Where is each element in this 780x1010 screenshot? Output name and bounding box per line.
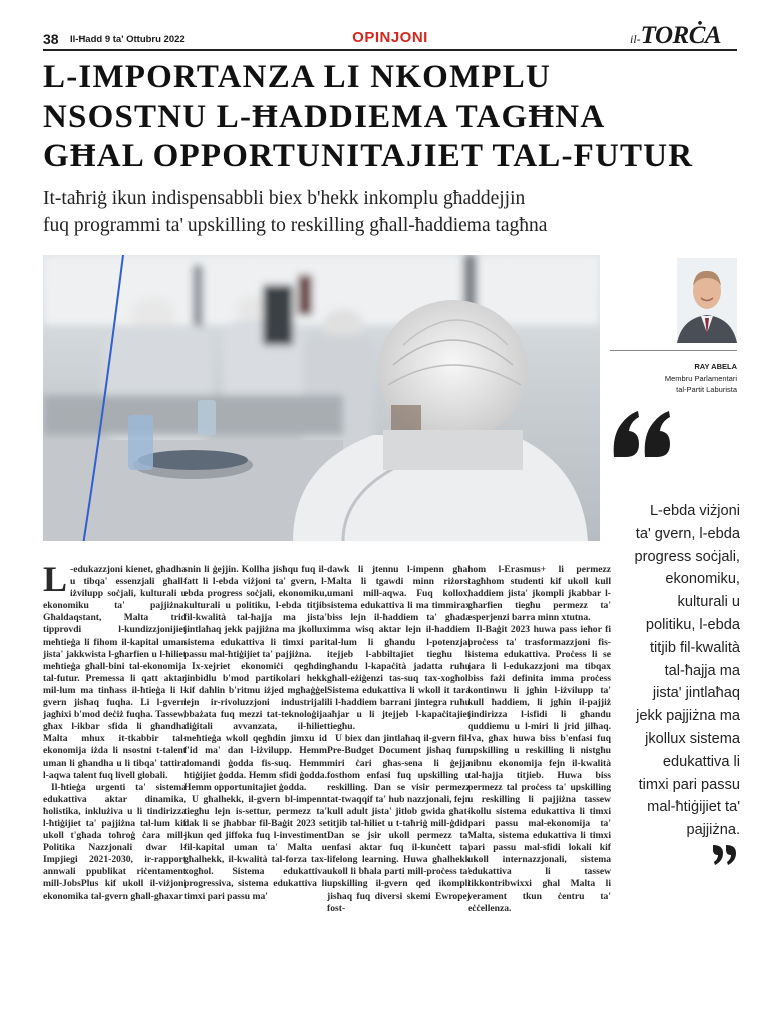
subheadline-line: fuq programmi ta' upskilling to reskilling għall-ħaddiema tagħna (43, 215, 548, 236)
page-number: 38 (43, 31, 59, 47)
article-photo (43, 255, 600, 541)
section-label: OPINJONI (352, 29, 428, 46)
pull-quote-line: politiku, l-ebda (645, 616, 740, 633)
body-paragraph: snin li ġejjin. Kollha jisħqu fuq il-fatt li l-ebda viżjoni ta' gvern, l-ebda progress soċjali, ekonomiku, kulturali u politiku, l-ebda titjib fil-kwalità tal-ħajja ma jista' jintlaħaq jekk pajjiżna ma jkollux sistema edukattiva li timxi pari passu mal-ħtiġijiet ta' pajjiżna. (184, 564, 327, 660)
subheadline-line: It-taħriġ ikun indispensabbli biex b'hekk inkomplu għaddejjin (43, 188, 526, 209)
masthead-name: TORĊA (640, 22, 722, 49)
open-quote-icon (612, 405, 672, 465)
pull-quote-line: progress soċjali, (634, 548, 740, 565)
author-divider (610, 350, 737, 351)
body-paragraph: dawk li jtennu l-impenn għal Malta li tgawdi minn riżorsi umani mill-aqwa. Fuq kollox, sistema edukattiva li ma timmirax biss lejn il-ħaddiem ta' għada imma wisq aktar lejn il-ħaddiem tal-lum li għandu l-potenzjal itejjeb l-abbiltajiet tiegħu li għandu l-kapaċità jadatta ruħu għall-eżiġenzi tas-suq tax-xogħol. Sistema edukattiva li wkoll it tara li l-ħaddiem barrani jintegra ruħu aħjar u li jtejjeb l-kapaċitajiet tiegħu. (327, 564, 470, 733)
pull-quote (612, 500, 740, 842)
pull-quote-line: jista' jintlaħaq (652, 685, 740, 702)
headline-line: GĦAL OPPORTUNITAJIET TAL-FUTUR (43, 138, 694, 174)
pull-quote-line: ekonomiku, (665, 571, 740, 588)
pull-quote-line: timxi pari passu (638, 776, 740, 793)
author-name: RAY ABELA (694, 362, 737, 371)
article-headline (43, 58, 743, 177)
author-title-line: tal-Partit Laburista (676, 385, 737, 394)
drop-cap: L (43, 559, 68, 599)
body-paragraph: Il-ħtieġa urgenti ta' sistema edukattiva aktar dinamika, ħolistika, inklużiva u li tindirizza l-ħtiġijiet ta' pajjiżna tal-lum kif ukoll t'għada toħroġ ċara mill-Politika Nazzjonali dwar l-Impjiegi 2021-2030, ir-rapport annwali ppublikat riċentament mill-JobsPlus kif ukoll il-viżjoni ekonomika tal-gvern għall-għaxar (43, 781, 186, 902)
pull-quote-line: tal-ħajja ma (664, 662, 740, 679)
pull-quote-line: L-ebda viżjoni (649, 503, 740, 519)
pull-quote-line: pajjiżna. (686, 822, 740, 839)
article-column-2 (184, 564, 327, 903)
body-paragraph: hom l-Erasmus+ li permezz tagħhom studenti kif ukoll kull ħaddiem jista' jkompli jkabbar l-għarfien tiegħu permezz ta' esperjenzi barra minn xtutna. (468, 564, 611, 624)
author-photo (677, 258, 737, 343)
article-column-4 (468, 564, 611, 915)
headline-line: L-IMPORTANZA LI NKOMPLU (43, 59, 552, 95)
article-column-3 (327, 564, 470, 915)
issue-date: Il-Ħadd 9 ta' Ottubru 2022 (70, 34, 185, 45)
close-quote-icon (712, 844, 738, 871)
headline-line: NSOSTNU L-ĦADDIEMA TAGĦNA (43, 98, 606, 135)
body-paragraph (43, 559, 186, 782)
pull-quote-line: ta' gvern, l-ebda (635, 525, 740, 542)
author-title (600, 373, 737, 395)
masthead-logo (630, 22, 721, 50)
pull-quote-line: kulturali u (677, 594, 740, 611)
body-paragraph: Ix-xejriet ekonomiċi qegħdin jinbidlu b'mod partikolari hekk kif daħlin b'ritmu iżjed mgħaġġel lejn ir-rivoluzzjoni industrijali bbażata fuq mezzi tat-teknoloġija diġitali avvanzata, il-ħiliet meħtieġa wkoll qegħdin jimxu id f'id ma' dan l-iżvilupp. Hemm domandi ġodda fis-suq. Hemm ħtiġijiet ġodda. Hemm sfidi ġodda. Hemm opportunitajiet ġodda. (184, 660, 327, 793)
body-paragraph: U biex dan jintlaħaq il-gvern fil-Pre-Budget Document jisħaq fun miri ċari għas-sena li ġejja fosthom enfasi fuq upskilling u reskilling. Dan se visir permezz tat-twaqqif ta' hub nazzjonali, fejn kull adult jista' jitlob gwida għat-titjib tal-ħiliet u t-taħriġ mill-ġdid. Dan se jsir ukoll permezz ta' enfasi aktar fuq il-kunċett ta' lifelong learning. Huwa għalhekk ukoll li bħala parti mill-proċess ta' upskilling il-gvern qed ikompli jisħaq fuq diversi skemi Ewropej fost- (327, 733, 470, 914)
pull-quote-line: jekk pajjiżna ma (636, 708, 740, 725)
pull-quote-line: titjib fil-kwalità (649, 639, 740, 656)
body-paragraph: U għalhekk, il-gvern bl-impenn tiegħu lejn is-settur, permezz ta' dak li se jħabbar fil-Baġit 2023 se jkun qed jiffoka fuq l-investiment fil-kapital uman ta' Malta u għalhekk, il-kwalità tal-forza tax-xogħol. Sistema edukattiva progressiva, sistema edukattiva li timxi pari passu ma' (184, 793, 327, 902)
body-paragraph: Il-Baġit 2023 huwa pass ieħor fi proċess ta' trasformazzjoni fis-sistema edukattiva. Proċess li se jara li l-edukazzjoni ma tibqax biss fażi definita imma proċess kontinwu li jgħin l-iżvilupp ta' kull ħaddiem, li jgħin il-pajjiż jindirizza l-isfidi li għandu quddiemu u l-miri li jrid jilħaq. Iva, għax huwa biss b'enfasi fuq upskilling u reskilling li nistgħu nibnu ekonomija fejn il-kwalità tal-ħajja titjieb. Huwa biss permezz tal proċess ta' upskilling u reskilling li pajjiżna tassew ikollu sistema edukattiva li timxi pari passu mal-ekonomija ta' Malta, sistema edukattiva li timxi pari passu mal-sfidi lokali kif ukoll internazzjonali, sistema edukattiva li tassew tikkontribwixxi għal Malta li verament tkun ċentru ta' eċċellenza. (468, 624, 611, 914)
pull-quote-line: mal-ħtiġijiet ta' (647, 799, 740, 816)
article-column-1 (43, 559, 186, 903)
paragraph-text: -edukazzjoni kienet, għadha u tibqa' essenzjali għall-iżvilupp soċjali, kulturali u ekonomiku ta' pajjiżna. Għaldaqstant, Malta trid tipprovdi l-kundizzjonijiet meħtieġa li fihom il-kapital uman jista' jakkwista l-għarfien u l-ħiliet meħtieġa għall-bini tal-ekonomija tal-futur. Premessa li qatt aktar mil-lum ma tinħass il-ħtieġa li l-gvern jisħaq fuqha. Li l-gvern jagħixi b'mod deċiż fuqha. Tassew, għax l-ikbar sfida li għandha Malta mhux it-tkabbir tal-ekonomija iżda li nsostni t-talent uman li għandha u li tibqa' tattira l-aqwa talent fuq livell globali. (43, 564, 186, 781)
pull-quote-line: jkollux sistema (645, 730, 740, 747)
header-divider (43, 49, 737, 51)
masthead-prefix: il- (630, 32, 641, 46)
author-title-line: Membru Parlamentari (664, 374, 737, 383)
pull-quote-line: edukattiva li (662, 753, 740, 770)
article-subheadline (43, 185, 743, 239)
